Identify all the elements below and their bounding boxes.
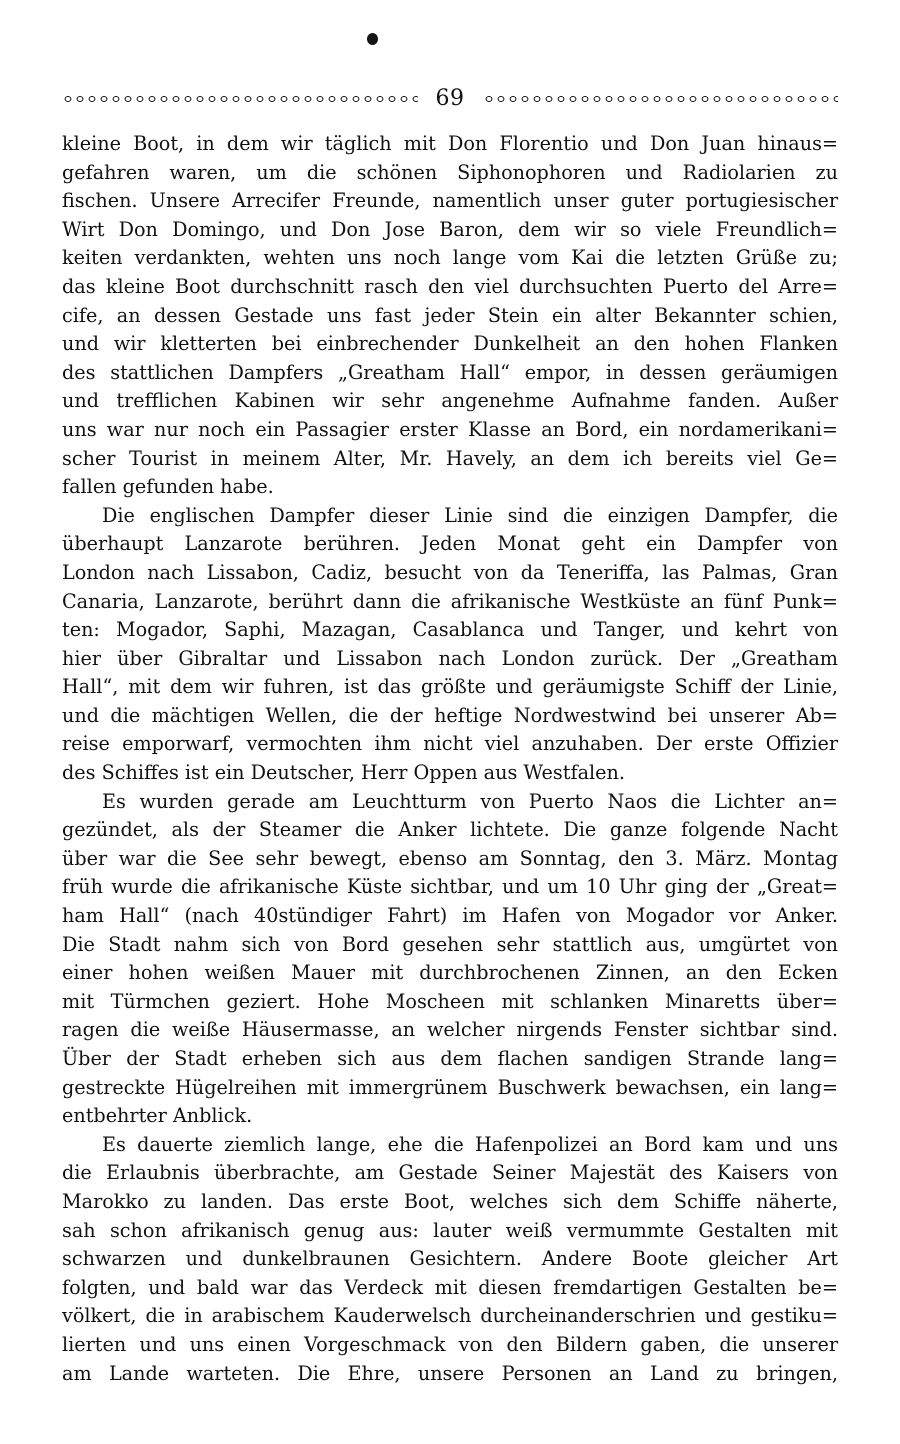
text-line: uns war nur noch ein Passagier erster Klasse an Bord, ein nordamerikani= bbox=[62, 417, 838, 441]
text-line: lierten und uns einen Vorgeschmack von den Bildern gaben, die unserer bbox=[62, 1332, 838, 1356]
text-line: über war die See sehr bewegt, ebenso am Sonntag, den 3. März. Montag bbox=[62, 846, 838, 870]
text-line: mit Türmchen geziert. Hohe Moscheen mit schlanken Minaretts über= bbox=[62, 989, 838, 1013]
text-line: und wir kletterten bei einbrechender Dunkelheit an den hohen Flanken bbox=[62, 332, 838, 356]
text-line: London nach Lissabon, Cadiz, besucht von da Teneriffa, las Palmas, Gran bbox=[62, 560, 838, 584]
text-line: am Lande warteten. Die Ehre, unsere Personen an Land zu bringen, bbox=[62, 1361, 838, 1385]
text-line: des stattlichen Dampfers „Greatham Hall“ empor, in dessen geräumigen bbox=[62, 360, 838, 384]
text-line: Canaria, Lanzarote, berührt dann die afrikanische Westküste an fünf Punk= bbox=[62, 589, 838, 613]
text-line: ragen die weiße Häusermasse, an welcher nirgends Fenster sichtbar sind. bbox=[62, 1018, 838, 1042]
paragraph bbox=[62, 788, 838, 1131]
text-line: Wirt Don Domingo, und Don Jose Baron, dem wir so viele Freundlich= bbox=[62, 217, 838, 241]
text-line: gefahren waren, um die schönen Siphonophoren und Radiolarien zu bbox=[62, 160, 838, 184]
paragraph bbox=[62, 130, 838, 502]
text-line: völkert, die in arabischem Kauderwelsch durcheinanderschrien und gestiku= bbox=[62, 1304, 838, 1328]
text-line: Es wurden gerade am Leuchtturm von Puerto Naos die Lichter an= bbox=[102, 789, 838, 813]
text-line: des Schiffes ist ein Deutscher, Herr Oppen aus Westfalen. bbox=[62, 761, 625, 785]
text-line: gezündet, als der Steamer die Anker lichtete. Die ganze folgende Nacht bbox=[62, 818, 838, 842]
ornament-rule-left bbox=[62, 94, 418, 104]
text-line: überhaupt Lanzarote berühren. Jeden Monat geht ein Dampfer von bbox=[62, 532, 838, 556]
text-line: sah schon afrikanisch genug aus: lauter weiß vermummte Gestalten mit bbox=[62, 1218, 838, 1242]
text-line: früh wurde die afrikanische Küste sichtbar, und um 10 Uhr ging der „Great= bbox=[62, 875, 838, 899]
text-line: Es dauerte ziemlich lange, ehe die Hafenpolizei an Bord kam und uns bbox=[102, 1132, 838, 1156]
ornament-rule-right bbox=[483, 94, 839, 104]
body-text bbox=[62, 130, 838, 1388]
text-line: Die englischen Dampfer dieser Linie sind die einzigen Dampfer, die bbox=[102, 503, 838, 527]
ink-speck bbox=[367, 33, 378, 45]
text-line: cife, an dessen Gestade uns fast jeder Stein ein alter Bekannter schien, bbox=[62, 303, 838, 327]
text-line: hier über Gibraltar und Lissabon nach London zurück. Der „Greatham bbox=[62, 646, 838, 670]
text-line: scher Tourist in meinem Alter, Mr. Havely, an dem ich bereits viel Ge= bbox=[62, 446, 838, 470]
text-line: keiten verdankten, wehten uns noch lange vom Kai die letzten Grüße zu; bbox=[62, 246, 838, 270]
text-line: fischen. Unsere Arrecifer Freunde, namentlich unser guter portugiesischer bbox=[62, 189, 838, 213]
text-line: fallen gefunden habe. bbox=[62, 475, 274, 499]
text-line: gestreckte Hügelreihen mit immergrünem Buschwerk bewachsen, ein lang= bbox=[62, 1075, 838, 1099]
paragraph bbox=[62, 502, 838, 788]
text-line: ten: Mogador, Saphi, Mazagan, Casablanca und Tanger, und kehrt von bbox=[62, 618, 838, 642]
page-number: 69 bbox=[435, 86, 465, 111]
paragraph bbox=[62, 1131, 838, 1388]
text-line: entbehrter Anblick. bbox=[62, 1104, 253, 1128]
text-line: kleine Boot, in dem wir täglich mit Don Florentio und Don Juan hinaus= bbox=[62, 132, 838, 155]
text-line: und trefflichen Kabinen wir sehr angenehme Aufnahme fanden. Außer bbox=[62, 389, 838, 413]
text-line: Marokko zu landen. Das erste Boot, welches sich dem Schiffe näherte, bbox=[62, 1189, 838, 1213]
text-line: Hall“, mit dem wir fuhren, ist das größte und geräumigste Schiff der Linie, bbox=[62, 675, 838, 699]
text-line: folgten, und bald war das Verdeck mit diesen fremdartigen Gestalten be= bbox=[62, 1275, 838, 1299]
text-line: und die mächtigen Wellen, die der heftige Nordwestwind bei unserer Ab= bbox=[62, 703, 838, 727]
text-line: schwarzen und dunkelbraunen Gesichtern. Andere Boote gleicher Art bbox=[62, 1247, 838, 1271]
text-line: reise emporwarf, vermochten ihm nicht viel anzuhaben. Der erste Offizier bbox=[62, 732, 838, 756]
text-line: Über der Stadt erheben sich aus dem flachen sandigen Strande lang= bbox=[62, 1047, 838, 1070]
text-line: das kleine Boot durchschnitt rasch den viel durchsuchten Puerto del Arre= bbox=[62, 274, 838, 298]
text-line: einer hohen weißen Mauer mit durchbrochenen Zinnen, an den Ecken bbox=[62, 961, 838, 985]
running-head bbox=[62, 84, 838, 114]
text-line: Die Stadt nahm sich von Bord gesehen sehr stattlich aus, umgürtet von bbox=[62, 932, 838, 956]
text-line: die Erlaubnis überbrachte, am Gestade Seiner Majestät des Kaisers von bbox=[62, 1161, 838, 1185]
text-line: ham Hall“ (nach 40stündiger Fahrt) im Hafen von Mogador vor Anker. bbox=[62, 904, 838, 928]
